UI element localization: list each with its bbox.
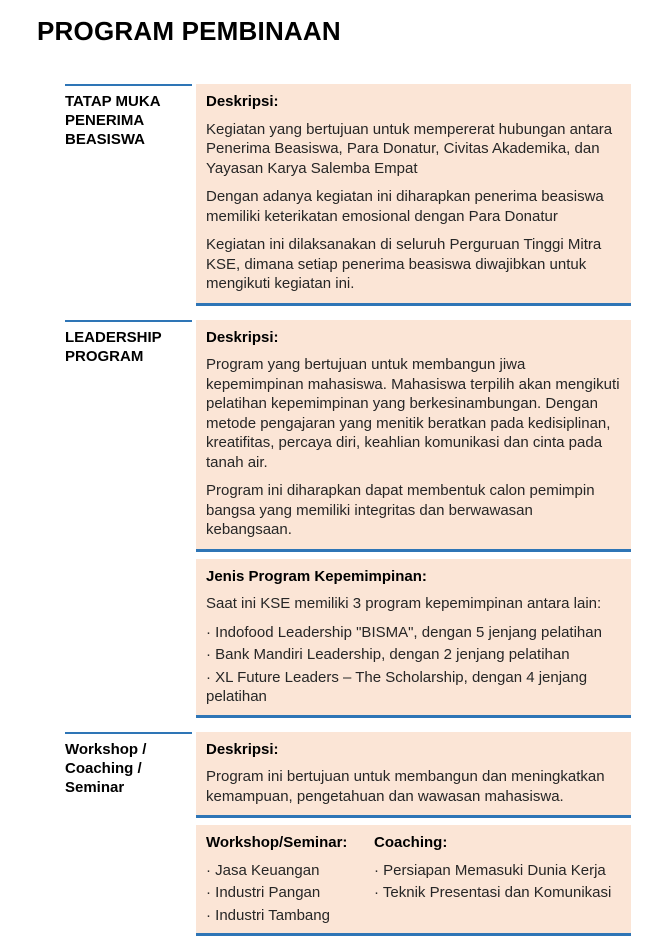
list-item: · Industri Tambang xyxy=(206,906,374,926)
paragraph: Program ini diharapkan dapat membentuk calon pemimpin bangsa yang memiliki integritas dan berwawasan kebangsaan. xyxy=(206,481,621,540)
box-heading: Jenis Program Kepemimpinan: xyxy=(206,567,621,587)
box-heading: Deskripsi: xyxy=(206,740,621,760)
description-box xyxy=(196,732,631,819)
paragraph: Program ini bertujuan untuk membangun dan meningkatkan kemampuan, pengetahuan dan wawasan mahasiswa. xyxy=(206,767,621,806)
paragraph: Program yang bertujuan untuk membangun jiwa kepemimpinan mahasiswa. Mahasiswa terpilih akan mengikuti pelatihan kepemimpinan yang berkesinambungan. Dengan metode pengajaran yang menitik beratkan pada kedisiplinan, kreatifitas, percaya diri, keahlian komunikasi dan cinta pada tanah air. xyxy=(206,355,621,472)
section-content xyxy=(196,732,631,936)
two-column-list xyxy=(206,833,621,925)
list-item: · Teknik Presentasi dan Komunikasi xyxy=(374,883,621,903)
section-label-leadership: LEADERSHIP PROGRAM xyxy=(65,320,192,718)
section-label-workshop: Workshop / Coaching / Seminar xyxy=(65,732,192,936)
workshop-seminar-column xyxy=(206,833,374,925)
section-content xyxy=(196,320,631,718)
section-workshop-coaching-seminar xyxy=(65,732,631,936)
list-item: · Persiapan Memasuki Dunia Kerja xyxy=(374,861,621,881)
description-box xyxy=(196,320,631,552)
box-heading: Deskripsi: xyxy=(206,92,621,112)
section-content xyxy=(196,84,631,306)
section-tatap-muka xyxy=(65,84,631,306)
list-item: · Industri Pangan xyxy=(206,883,374,903)
list-item: · Bank Mandiri Leadership, dengan 2 jenjang pelatihan xyxy=(206,645,621,665)
page-title: PROGRAM PEMBINAAN xyxy=(37,16,341,47)
intro-text: Saat ini KSE memiliki 3 program kepemimpinan antara lain: xyxy=(206,594,621,614)
section-label-tatap-muka: TATAP MUKA PENERIMA BEASISWA xyxy=(65,84,192,306)
workshop-coaching-box xyxy=(196,825,631,936)
section-leadership-program xyxy=(65,320,631,718)
program-table xyxy=(65,84,631,936)
coaching-column xyxy=(374,833,621,925)
paragraph: Kegiatan ini dilaksanakan di seluruh Perguruan Tinggi Mitra KSE, dimana setiap penerima beasiswa diwajibkan untuk mengikuti kegiatan ini. xyxy=(206,235,621,294)
box-heading: Deskripsi: xyxy=(206,328,621,348)
jenis-program-box xyxy=(196,559,631,718)
column-heading: Workshop/Seminar: xyxy=(206,833,374,853)
list-item: · Jasa Keuangan xyxy=(206,861,374,881)
paragraph: Kegiatan yang bertujuan untuk mempererat hubungan antara Penerima Beasiswa, Para Donatur, Civitas Akademika, dan Yayasan Karya Salemba Empat xyxy=(206,120,621,179)
list-item: · Indofood Leadership "BISMA", dengan 5 jenjang pelatihan xyxy=(206,623,621,643)
column-heading: Coaching: xyxy=(374,833,621,853)
description-box xyxy=(196,84,631,306)
list-item: · XL Future Leaders – The Scholarship, dengan 4 jenjang pelatihan xyxy=(206,668,621,707)
paragraph: Dengan adanya kegiatan ini diharapkan penerima beasiswa memiliki keterikatan emosional dengan Para Donatur xyxy=(206,187,621,226)
